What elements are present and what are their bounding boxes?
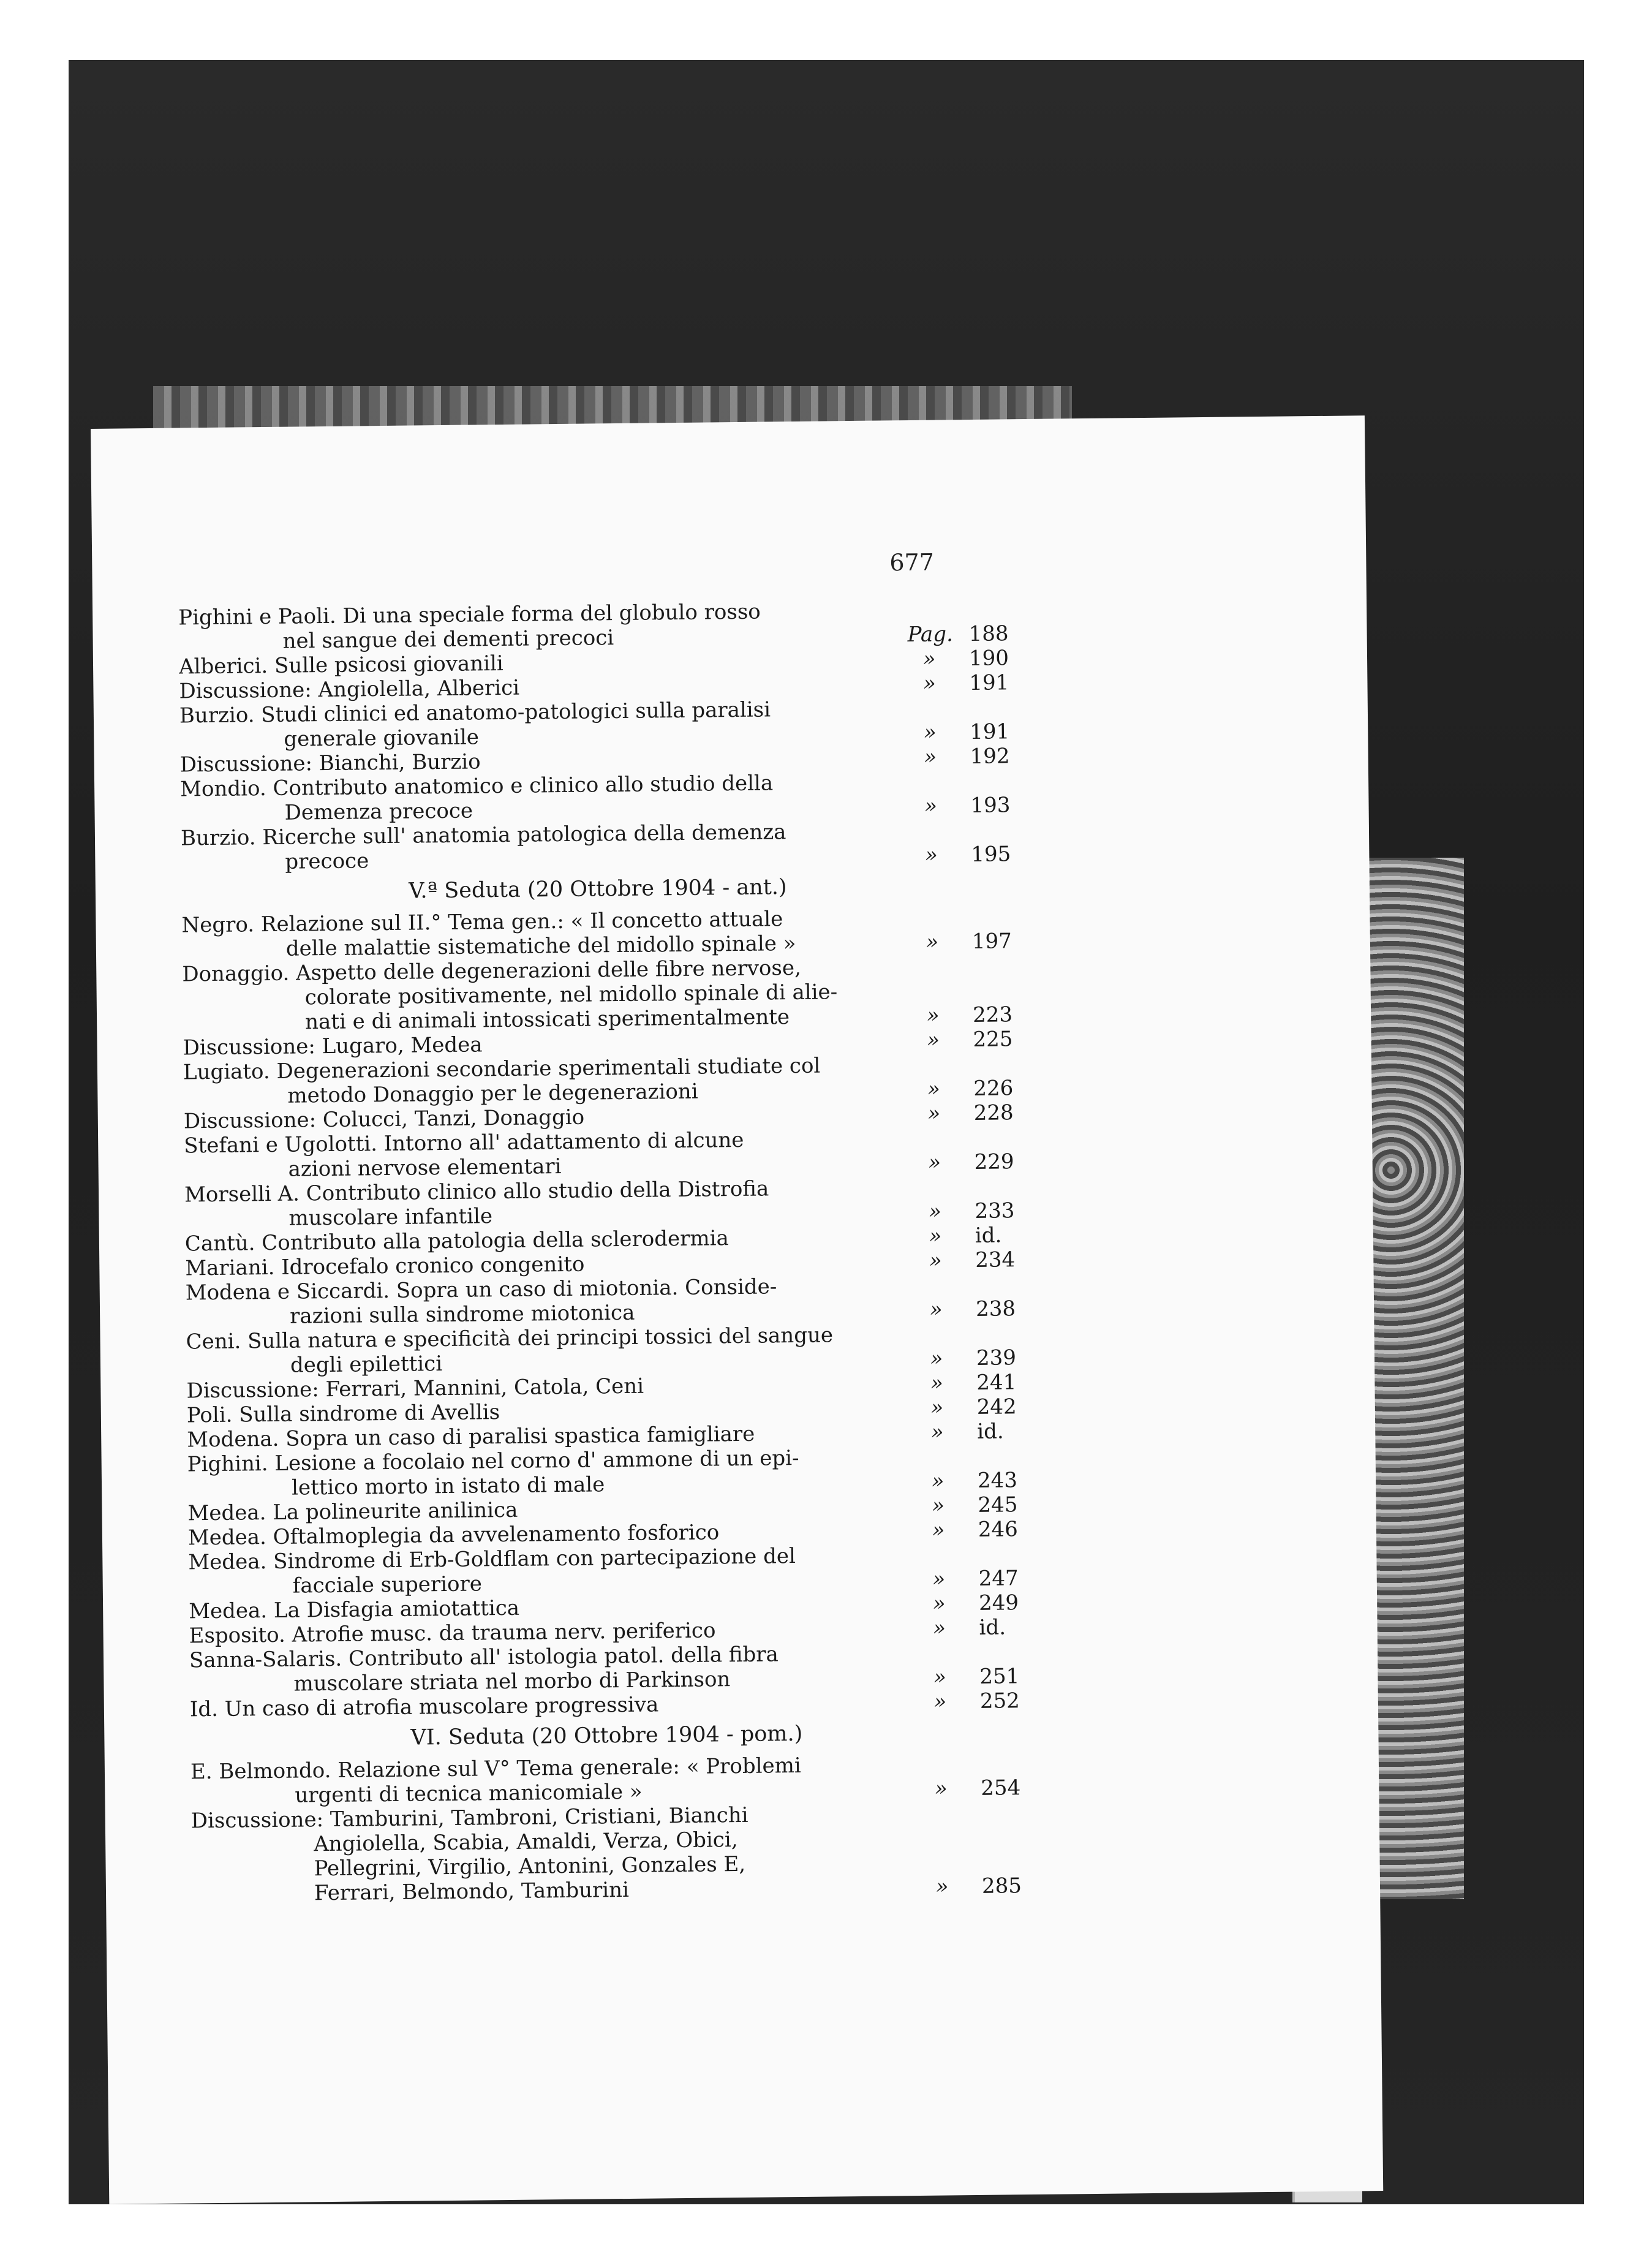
toc-entry-page: 233 (975, 1198, 1015, 1223)
toc-entry-page: id. (975, 1223, 1002, 1248)
toc-entry-title: Medea. Sindrome di Erb-Goldflam con partecipazione del (188, 1544, 796, 1575)
toc-entry-page: 223 (972, 1002, 1013, 1027)
toc-entry-page: 239 (976, 1345, 1017, 1370)
toc-entry-page: 195 (971, 842, 1011, 867)
toc-entry-page: 188 (968, 621, 1009, 647)
toc-entry (184, 1174, 1043, 1232)
toc-entry-page: 245 (978, 1492, 1018, 1518)
toc-entry (181, 904, 1039, 962)
toc-entry-continuation: precoce (285, 849, 369, 874)
toc-entry-marker: » (932, 1518, 945, 1543)
page-number: 677 (889, 548, 935, 576)
toc-entry-continuation: razioni sulla sindrome miotonica (289, 1300, 635, 1329)
toc-entry-page: id. (977, 1419, 1004, 1444)
toc-entry-title: Discussione: Tamburini, Tambroni, Cristiani, Bianchi (190, 1802, 748, 1834)
toc-entry-continuation: colorate positivamente, nel midollo spinale di alie- (304, 980, 838, 1010)
toc-entry (186, 1272, 1044, 1330)
toc-entry-continuation: nel sangue dei dementi precoci (282, 626, 614, 654)
toc-entry-continuation: muscolare infantile (288, 1204, 493, 1231)
toc-entry-title: Modena e Siccardi. Sopra un caso di miotonia. Conside- (185, 1274, 777, 1306)
toc-entry-marker: » (929, 1248, 942, 1273)
toc-entry-title: Poli. Sulla sindrome di Avellis (186, 1400, 500, 1428)
toc-entry-title: Id. Un caso di atrofia muscolare progressiva (189, 1692, 659, 1722)
toc-entry-title: Morselli A. Contributo clinico allo studio della Distrofia (184, 1176, 769, 1208)
toc-entry-marker: » (924, 793, 938, 818)
toc-entry-marker: » (922, 671, 937, 696)
toc-entry (191, 1800, 1050, 1907)
toc-entry-page: 226 (973, 1076, 1014, 1101)
toc-entry-page: 285 (981, 1873, 1022, 1899)
toc-entry-continuation: urgenti di tecnica manicomiale » (295, 1779, 643, 1808)
toc-entry-marker: » (934, 1776, 948, 1801)
toc-entry-page: 190 (968, 646, 1009, 671)
toc-entry-continuation: muscolare striata nel morbo di Parkinson (293, 1667, 731, 1696)
toc-entry (190, 1751, 1049, 1809)
toc-entry-title: Discussione: Angiolella, Alberici (179, 675, 520, 704)
toc-entry-marker: » (935, 1874, 949, 1899)
toc-entry-page: 251 (979, 1664, 1020, 1689)
session-heading: VI. Seduta (20 Ottobre 1904 - pom.) (410, 1721, 803, 1750)
toc-entry-continuation: Demenza precoce (284, 798, 473, 825)
toc-entry-continuation: metodo Donaggio per le degenerazioni (287, 1079, 698, 1108)
toc-entry-title: Pighini. Lesione a focolaio nel corno d' ammone di un epi- (187, 1445, 799, 1477)
toc-entry-title: Cantù. Contributo alla patologia della sclerodermia (184, 1226, 730, 1257)
toc-entry-title: Alberici. Sulle psicosi giovanili (178, 651, 503, 679)
toc-entry-marker: Pag. (907, 622, 954, 648)
toc-entry-page: 247 (978, 1566, 1019, 1591)
toc-entry (189, 1639, 1047, 1698)
toc-entry-page: id. (979, 1615, 1006, 1640)
toc-entry-continuation: degli epilettici (290, 1351, 443, 1378)
toc-entry-page: 252 (979, 1688, 1020, 1714)
toc-entry-page: 246 (978, 1517, 1019, 1542)
toc-entry-marker: » (932, 1616, 946, 1641)
toc-entry-continuation: Pellegrini, Virgilio, Antonini, Gonzales E, (314, 1851, 746, 1881)
toc-entry-page: 238 (975, 1296, 1016, 1321)
toc-entry (184, 1125, 1042, 1183)
toc-entry-page: 225 (973, 1027, 1013, 1052)
toc-entry-marker: » (928, 1199, 942, 1224)
toc-entry-marker: » (930, 1395, 944, 1420)
toc-entry-continuation: generale giovanile (284, 725, 480, 752)
toc-entry-title: Discussione: Ferrari, Mannini, Catola, Ceni (186, 1374, 644, 1404)
toc-entry-marker: » (932, 1591, 946, 1616)
session-heading: V.ª Seduta (20 Ottobre 1904 - ant.) (409, 875, 787, 904)
toc-entry-marker: » (930, 1419, 944, 1445)
toc-entry-marker: » (929, 1297, 943, 1322)
toc-entry-title: Ceni. Sulla natura e specificità dei principi tossici del sangue (186, 1323, 834, 1355)
toc-entry-marker: » (924, 744, 937, 769)
toc-entry-title: Lugiato. Degenerazioni secondarie sperimentali studiate col (183, 1053, 821, 1085)
toc-entry-page: 191 (970, 719, 1010, 744)
toc-entry-title: Mondio. Contributo anatomico e clinico allo studio della (179, 771, 774, 802)
toc-entry-continuation: Angiolella, Scabia, Amaldi, Verza, Obici, (314, 1828, 738, 1857)
toc-entry-page: 192 (970, 744, 1010, 769)
toc-entry-marker: » (926, 1027, 940, 1053)
toc-entry-marker: » (924, 842, 938, 868)
toc-entry-title: Discussione: Bianchi, Burzio (179, 749, 481, 777)
toc-entry-marker: » (931, 1469, 945, 1494)
toc-entry-marker: » (930, 1346, 943, 1371)
toc-entry-title: Stefani e Ugolotti. Intorno all' adattamento di alcune (184, 1127, 744, 1159)
toc-entry-marker: » (927, 1101, 941, 1126)
toc-entry-marker: » (922, 646, 936, 671)
toc-entry-title: Medea. La Disfagia amiotattica (189, 1595, 520, 1624)
toc-entry-page: 197 (971, 929, 1012, 954)
toc-entry-continuation: facciale superiore (292, 1571, 483, 1598)
book-page (91, 415, 1383, 2204)
toc-entry-page: 254 (981, 1775, 1021, 1801)
toc-entry-marker: » (931, 1493, 945, 1518)
toc-entry-page: 241 (976, 1370, 1017, 1395)
toc-entry-title: Donaggio. Aspetto delle degenerazioni delle fibre nervose, (182, 955, 802, 987)
toc-entry-marker: » (932, 1567, 946, 1592)
toc-entry (186, 1321, 1044, 1379)
toc-entry (188, 1541, 1046, 1600)
toc-entry-page: 191 (969, 670, 1009, 696)
toc-entry-continuation: azioni nervose elementari (288, 1154, 562, 1182)
toc-entry-page: 228 (973, 1100, 1014, 1125)
toc-entry-title: Esposito. Atrofie musc. da trauma nerv. periferico (189, 1618, 716, 1649)
toc-entry-title: Burzio. Ricerche sull' anatomia patologica della demenza (180, 820, 786, 851)
toc-entry-page: 242 (976, 1394, 1017, 1419)
toc-entry-title: Modena. Sopra un caso di paralisi spastica famigliare (187, 1421, 755, 1453)
toc-entry-marker: » (927, 1076, 940, 1102)
table-of-contents (178, 597, 1049, 1907)
toc-entry-page: 234 (975, 1247, 1016, 1272)
toc-entry (182, 953, 1040, 1036)
toc-entry-continuation: lettico morto in istato di male (291, 1472, 605, 1500)
toc-entry (179, 695, 1038, 753)
toc-entry (180, 768, 1038, 826)
toc-entry-page: 229 (974, 1149, 1014, 1174)
toc-entry-page: 249 (978, 1590, 1019, 1616)
toc-entry-marker: » (926, 1003, 940, 1028)
toc-entry-title: Mariani. Idrocefalo cronico congenito (185, 1252, 585, 1281)
toc-entry-title: Discussione: Colucci, Tanzi, Donaggio (183, 1105, 585, 1134)
toc-entry-page: 243 (977, 1468, 1018, 1493)
toc-entry-continuation: nati e di animali intossicati sperimentalmente (304, 1005, 790, 1035)
toc-entry-title: Medea. Oftalmoplegia da avvelenamento fosforico (187, 1520, 720, 1551)
toc-entry-title: Medea. La polineurite anilinica (187, 1497, 518, 1526)
toc-entry-marker: » (933, 1689, 947, 1714)
toc-entry-marker: » (926, 929, 939, 954)
toc-entry (178, 597, 1036, 655)
toc-entry (181, 817, 1039, 875)
toc-entry-marker: » (933, 1665, 947, 1690)
toc-entry-continuation: Ferrari, Belmondo, Tamburini (314, 1877, 630, 1906)
toc-entry-title: Sanna-Salaris. Contributo all' istologia patol. della fibra (189, 1642, 779, 1673)
toc-entry-marker: » (930, 1370, 944, 1396)
toc-entry-title: Pighini e Paoli. Di una speciale forma del globulo rosso (178, 599, 761, 630)
toc-entry-page: 193 (970, 793, 1011, 818)
toc-entry-title: Discussione: Lugaro, Medea (183, 1032, 483, 1060)
toc-entry (187, 1443, 1046, 1502)
toc-entry-marker: » (929, 1223, 942, 1249)
toc-entry-marker: » (923, 720, 937, 745)
toc-entry-title: Burzio. Studi clinici ed anatomo-patologici sulla paralisi (179, 697, 771, 728)
toc-entry-title: Negro. Relazione sul II.° Tema gen.: « Il concetto attuale (181, 907, 783, 938)
toc-entry (183, 1051, 1041, 1109)
toc-entry-marker: » (928, 1150, 941, 1175)
toc-entry-title: E. Belmondo. Relazione sul V° Tema generale: « Problemi (190, 1753, 801, 1785)
toc-entry-continuation: delle malattie sistematiche del midollo spinale » (285, 931, 796, 961)
